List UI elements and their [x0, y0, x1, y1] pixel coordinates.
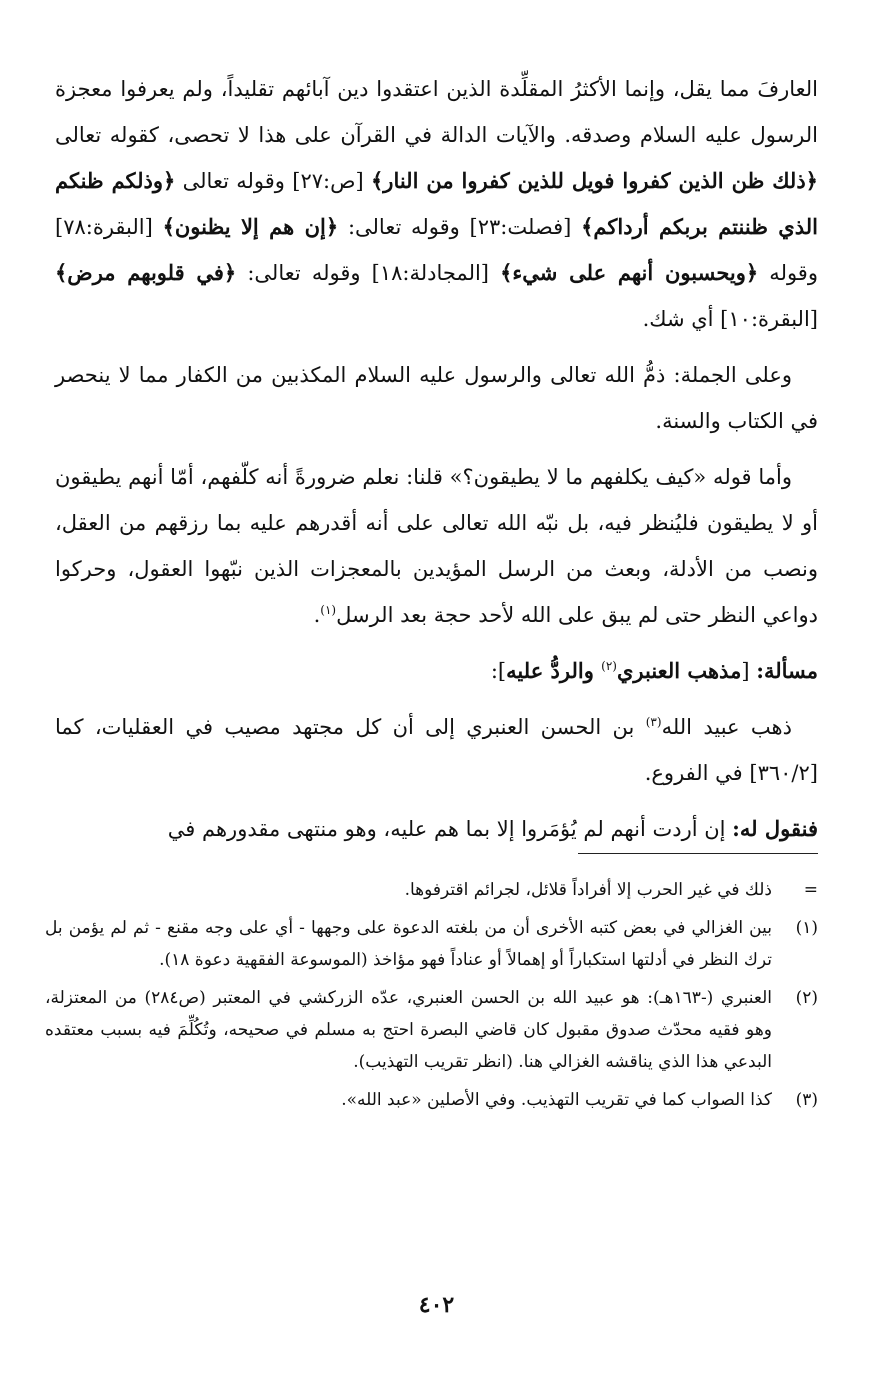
footnote-number: (٢) [795, 988, 818, 1008]
text-run: [البقرة:٧٨] وقوله [55, 215, 818, 285]
paragraph-4 [55, 704, 818, 796]
footnote-separator [578, 853, 818, 854]
footnotes [45, 874, 818, 1122]
text-run: [ص:٢٧] وقوله تعالى [175, 169, 371, 193]
footnote-2 [45, 982, 818, 1078]
footnote-text: كذا الصواب كما في تقريب التهذيب. وفي الأصلين «عبد الله». [341, 1090, 772, 1110]
footnote-ref-2: (٢) [601, 659, 617, 673]
text-run: العارفَ مما يقل، وإنما الأكثرُ المقلِّدة الذين اعتقدوا دين آبائهم تقليداً، ولم يعرفوا معجزة الرسول عليه السلام وصدقه. والآيات الدالة في القرآن على هذا لا تحصى، كقوله تعالى [55, 77, 818, 147]
footnote-1 [45, 912, 818, 976]
quran-verse: ﴿ذلك ظن الذين كفروا فويل للذين كفروا من النار﴾ [371, 168, 818, 193]
paragraph-5 [55, 806, 818, 852]
heading-rest: والردُّ عليه [506, 658, 602, 683]
footnote-marker: = [803, 880, 818, 900]
main-text [55, 66, 818, 852]
bracket-close: ]: [490, 659, 507, 683]
footnote-text: ذلك في غير الحرب إلا أفراداً قلائل، لجرائم اقترفوها. [404, 880, 772, 900]
footnote-number: (٣) [795, 1090, 818, 1110]
footnote-number: (١) [795, 918, 818, 938]
text-run: وأما قوله «كيف يكلفهم ما لا يطيقون؟» قلنا: نعلم ضرورةً أنه كلّفهم، أمّا أنهم يطيقون أو لا يطيقون فليُنظر فيه، بل نبّه الله تعالى على أنه أقدرهم عليه بما رزقهم من العقل، ونصب من الأدلة، وبعث من الرسل المؤيدين بالمعجزات الذين نبّهوا العقول، وحركوا دواعي النظر حتى لم يبق على الله لأحد حجة بعد الرسل [55, 465, 818, 627]
text-run: بن الحسن العنبري إلى أن كل مجتهد مصيب في العقليات، كما [٣٦٠/٢] في الفروع. [55, 715, 818, 785]
heading-name: مذهب العنبري [616, 658, 742, 683]
quran-verse: ﴿وذلكم ظنكم الذي ظننتم بربكم أرداكم﴾ [55, 168, 818, 239]
quran-verse: ﴿في قلوبهم مرض﴾ [55, 260, 237, 285]
text-run: . [313, 603, 321, 627]
text-run: إن أردت أنهم لم يُؤمَروا إلا بما هم عليه، وهو منتهى مقدورهم في [167, 817, 733, 841]
footnote-continuation [45, 874, 818, 906]
page-number: ٤٠٢ [418, 1292, 455, 1318]
quran-verse: ﴿إن هم إلا يظنون﴾ [162, 214, 339, 239]
text-run: [المجادلة:١٨] وقوله تعالى: [236, 261, 501, 285]
quran-verse: ﴿ويحسبون أنهم على شيء﴾ [500, 260, 759, 285]
footnote-ref-3: (٣) [645, 715, 662, 729]
footnote-3 [45, 1084, 818, 1116]
paragraph-3 [55, 454, 818, 638]
bracket-open: [ [741, 659, 757, 683]
footnote-text: بين الغزالي في بعض كتبه الأخرى أن من بلغته الدعوة على وجهها - أي على وجه مقنع - ثم لم يؤمن بل ترك النظر في أدلتها استكباراً أو إهمالاً أو عناداً فهو مؤاخذ (الموسوعة الفقهية دعوة ١٨). [45, 918, 772, 970]
heading-label: مسألة: [756, 658, 818, 683]
footnote-ref-1: (١) [320, 603, 337, 617]
lead-phrase: فنقول له: [732, 816, 818, 841]
text-run: [البقرة:١٠] أي شك. [642, 307, 818, 331]
text-run: ذهب عبيد الله [661, 715, 792, 739]
paragraph-2: وعلى الجملة: ذمُّ الله تعالى والرسول عليه السلام المكذبين من الكفار مما لا ينحصر في الكتاب والسنة. [55, 363, 818, 433]
text-run: [فصلت:٢٣] وقوله تعالى: [338, 215, 582, 239]
section-heading [55, 648, 818, 694]
footnote-text: العنبري (-١٦٣هـ): هو عبيد الله بن الحسن العنبري، عدّه الزركشي في المعتبر (ص٢٨٤) من المعتزلة، وهو فقيه محدّث صدوق مقبول كان قاضي البصرة احتج به مسلم في صحيحه، وتُكُلِّمَ فيه بسبب معتقده البدعي هذا الذي يناقشه الغزالي هنا. (انظر تقريب التهذيب). [45, 988, 772, 1072]
paragraph-1 [55, 66, 818, 342]
